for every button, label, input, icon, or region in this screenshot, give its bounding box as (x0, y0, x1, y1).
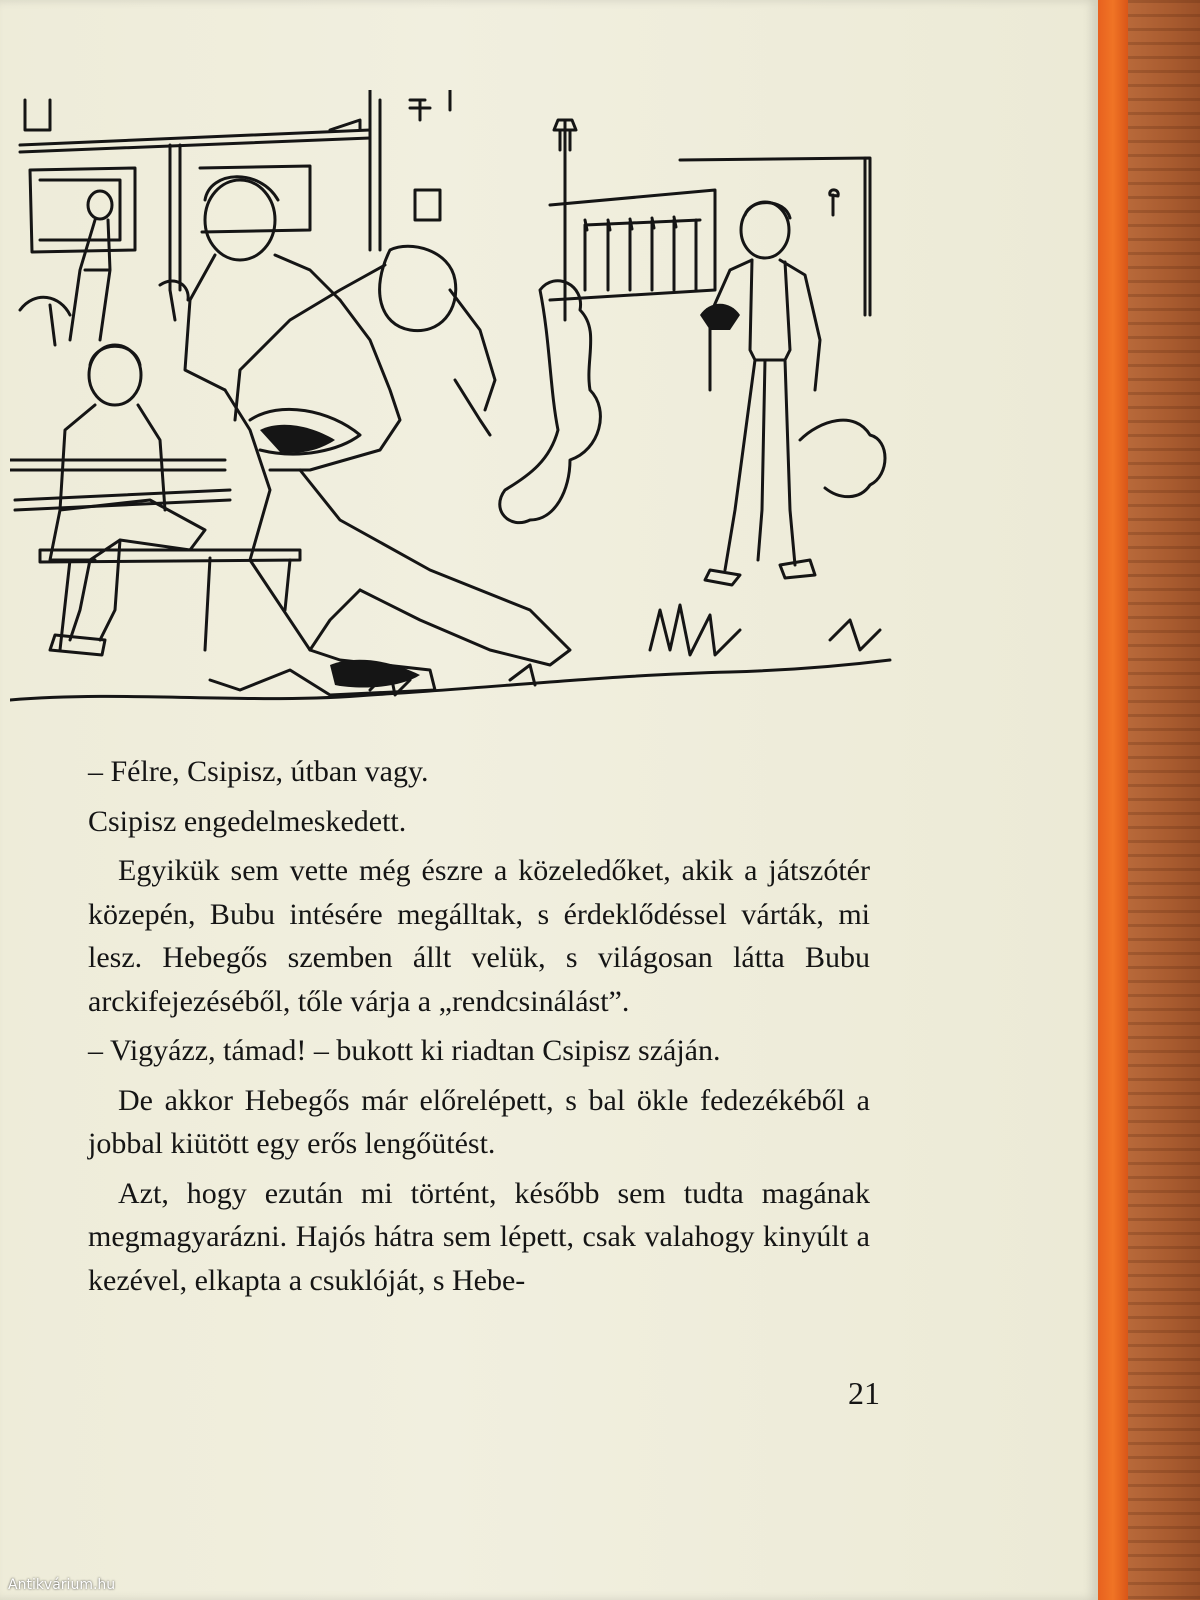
paragraph-3: Egyikük sem vette még észre a közeledőket, akik a játszótér közepén, Bubu intésére megálltak, s érdeklődéssel várták, mi lesz. Hebegős szemben állt velük, s világosan látta Bubu arckifejezéséből, tőle várja a „rendcsinálást”. (88, 854, 870, 1018)
paragraph-4: – Vigyázz, támad! – bukott ki riadtan Csipisz száján. (88, 1034, 721, 1067)
wooden-table-surface (1128, 0, 1200, 1600)
paragraph-1: – Félre, Csipisz, útban vagy. (88, 755, 429, 788)
paragraph-5: De akkor Hebegős már előrelépett, s bal ökle fedezékéből a jobbal kiütött egy erős lengőütést. (88, 1083, 870, 1160)
watermark: Antikvárium.hu (8, 1577, 116, 1593)
paragraph-2: Csipisz engedelmeskedett. (88, 804, 407, 838)
page-number: 21 (848, 1375, 880, 1411)
paragraph-6: Azt, hogy ezután mi történt, később sem tudta magának megmagyarázni. Hajós hátra sem lépett, csak valahogy kinyúlt a kezével, elkapta a csuklóját, s Hebe- (88, 1176, 870, 1297)
playground-scene-illustration (10, 90, 900, 730)
book-cover-edge (1098, 0, 1128, 1600)
body-text (88, 750, 870, 1308)
